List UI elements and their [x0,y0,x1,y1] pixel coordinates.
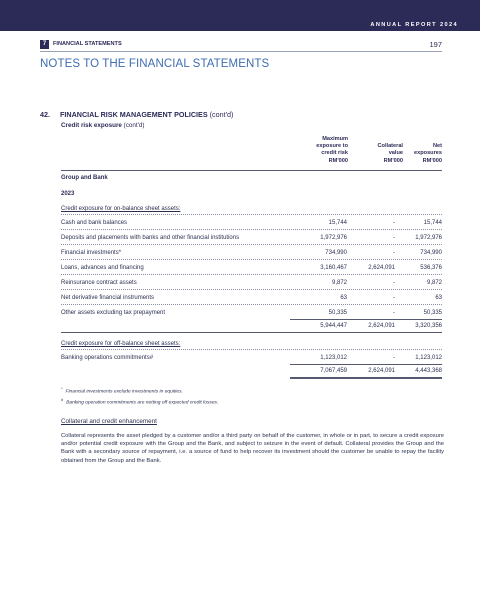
subheading-cont: (cont'd) [123,122,145,129]
max-exposure-value: 734,990 [325,250,347,256]
max-exposure-value: 1,123,012 [320,355,347,361]
max-exposure-value: 9,872 [331,280,347,286]
group-label: Group and Bank [61,175,108,181]
header-rule [61,170,442,171]
collateral-value: 2,624,091 [368,265,395,271]
row-label: Financial investments* [61,250,122,256]
header-band [0,0,480,31]
subheading-text: Credit risk exposure [61,122,122,129]
max-exposure-value: 50,335 [328,310,347,316]
collateral-value: - [393,355,395,361]
row-label: Loans, advances and financing [61,265,144,271]
collateral-value: - [393,310,395,316]
net-exposure-value: 1,123,012 [415,355,442,361]
subtotal-max: 5,944,447 [320,323,347,329]
row-divider [61,259,442,260]
off-balance-label: Credit exposure for off-balance sheet assets: [61,341,181,347]
net-exposure-value: 1,972,976 [415,235,442,241]
total-net: 4,443,368 [415,368,442,374]
row-label: Deposits and placements with banks and other financial institutions [61,235,240,241]
collateral-value: - [393,295,395,301]
collateral-value: - [393,280,395,286]
collateral-heading: Collateral and credit enhancement [61,418,157,425]
max-exposure-value: 63 [340,295,347,301]
col-header-collateral: Collateral value RM'000 [377,143,403,164]
subtotal-net: 3,320,356 [415,323,442,329]
max-exposure-value: 15,744 [328,220,347,226]
row-divider [61,304,442,305]
total-max: 7,067,459 [320,368,347,374]
net-exposure-value: 536,376 [420,265,442,271]
col-header-max-exposure: Maximum exposure to credit risk RM'000 [316,136,348,164]
row-divider [61,349,442,350]
section-divider [40,51,442,52]
year-label: 2023 [61,191,75,197]
net-exposure-value: 9,872 [426,280,442,286]
total-rule [290,364,442,365]
collateral-paragraph: Collateral represents the asset pledged by a customer and/or a third party on behalf of the customer, in whole or in part, to secure a credit exposure and/or potential credit exposure with the Group and the Bank, and subject to seizure in the event of default. Collateral provides the Group and the Bank with a secondary source of repayment, i.e. a source of fund to help recover its investment should the customer be unable to repay the facility obtained from the Group and the Bank. [61,433,444,464]
footnote: #Banking operation commitments are netting off expected credit losses. [61,398,219,406]
subtotal-bottom-rule [61,332,442,333]
row-divider [61,289,442,290]
total-collateral: 2,624,091 [368,368,395,374]
collateral-value: - [393,250,395,256]
note-number: 42. [40,110,50,119]
collateral-value: - [393,235,395,241]
row-divider [61,244,442,245]
net-exposure-value: 15,744 [423,220,442,226]
subtotal-collateral: 2,624,091 [368,323,395,329]
row-label: Cash and bank balances [61,220,128,226]
section-bar [40,40,442,50]
max-exposure-value: 3,160,467 [320,265,347,271]
page-title: NOTES TO THE FINANCIAL STATEMENTS [40,58,270,70]
net-exposure-value: 734,990 [420,250,442,256]
row-label: Banking operations commitments# [61,355,154,361]
note-heading-text: FINANCIAL RISK MANAGEMENT POLICIES [60,110,208,119]
row-divider [61,214,442,215]
subtotal-rule [290,319,442,320]
footnote: *Financial investments exclude investments in equities. [61,387,183,395]
page-number: 197 [429,40,442,49]
total-double-rule [290,377,442,379]
row-label: Net derivative financial instruments [61,295,155,301]
row-label: Reinsurance contract assets [61,280,137,286]
max-exposure-value: 1,972,976 [320,235,347,241]
note-heading [40,110,233,119]
collateral-value: - [393,220,395,226]
note-heading-cont: (cont'd) [209,110,234,119]
col-header-net-exposures: Net exposures RM'000 [414,143,442,164]
row-divider [61,229,442,230]
row-divider [61,274,442,275]
section-number-badge: 7 [40,40,49,49]
annual-report-label: ANNUAL REPORT 2024 [370,22,458,28]
on-balance-label: Credit exposure for on-balance sheet assets: [61,206,181,212]
net-exposure-value: 63 [435,295,442,301]
row-label: Other assets excluding tax prepayment [61,310,166,316]
net-exposure-value: 50,335 [423,310,442,316]
note-subheading [61,122,144,129]
section-title: FINANCIAL STATEMENTS [53,41,122,47]
